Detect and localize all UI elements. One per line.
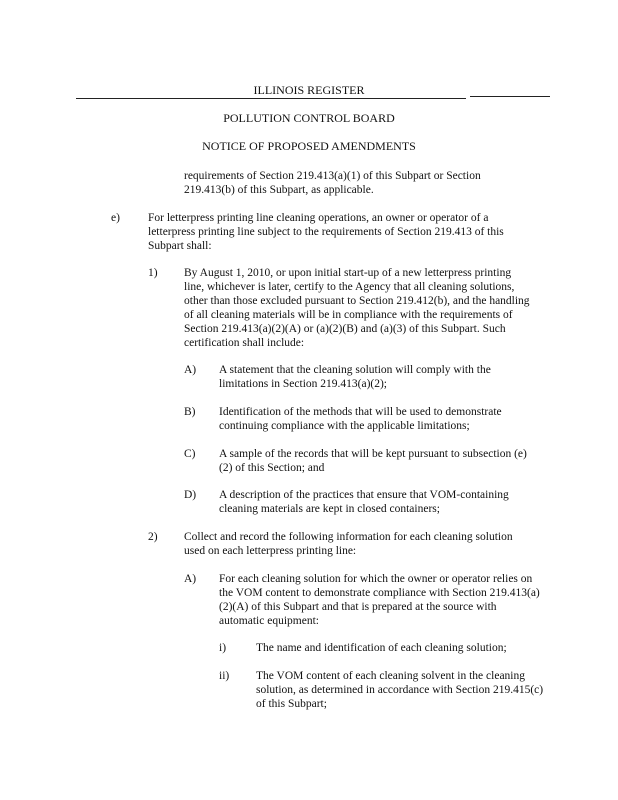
item-2-A-i-label: i) [219, 642, 227, 654]
header-rule-right [470, 96, 550, 97]
subsection-e-text: For letterpress printing line cleaning operations, an owner or operator of a letterpress printing line subject to the requirements of Section 219.413 of this Subpart shall: [148, 212, 504, 252]
item-1-A-label: A) [184, 364, 197, 376]
item-2-A-i-text: The name and identification of each cleaning solution; [256, 642, 507, 654]
register-title: ILLINOIS REGISTER [253, 83, 365, 97]
item-2-text: Collect and record the following information for each cleaning solution used on each letterpress printing line: [184, 531, 513, 557]
item-2-label: 2) [148, 531, 158, 543]
subsection-e-label: e) [111, 212, 120, 224]
item-1-B-label: B) [184, 406, 196, 418]
item-1-B-text: Identification of the methods that will be used to demonstrate continuing compliance with the applicable limitations; [219, 406, 502, 432]
item-2-A-ii-text: The VOM content of each cleaning solvent in the cleaning solution, as determined in accordance with Section 219.415(c) of this Subpart; [256, 670, 544, 710]
item-1-label: 1) [148, 267, 158, 279]
item-2-A-label: A) [184, 573, 197, 585]
item-1-C-label: C) [184, 448, 196, 460]
item-2-A-text: For each cleaning solution for which the owner or operator relies on the VOM content to demonstrate compliance with Section 219.413(a)(2)(A) of this Subpart and that is prepared at the source with automatic equipment: [219, 573, 540, 627]
item-1-D-label: D) [184, 489, 197, 501]
header-rule-left [76, 98, 466, 99]
board-title: POLLUTION CONTROL BOARD [223, 111, 395, 125]
notice-title: NOTICE OF PROPOSED AMENDMENTS [202, 139, 416, 153]
item-1-text: By August 1, 2010, or upon initial start-up of a new letterpress printing line, whichever is later, certify to the Agency that all cleaning solutions, other than those excluded pursuant to Section 219.412(b), and the handling of all cleaning materials will be in compliance with the requirements of Section 219.413(a)(2)(A) or (a)(2)(B) and (a)(3) of this Subpart. Such certification shall include: [184, 267, 530, 349]
item-2-A-ii-label: ii) [219, 670, 230, 682]
item-1-A-text: A statement that the cleaning solution will comply with the limitations in Section 219.413(a)(2); [219, 364, 491, 390]
continuation-paragraph: requirements of Section 219.413(a)(1) of this Subpart or Section 219.413(b) of this Subpart, as applicable. [184, 170, 481, 196]
item-1-D-text: A description of the practices that ensure that VOM-containing cleaning materials are kept in closed containers; [219, 489, 509, 515]
item-1-C-text: A sample of the records that will be kept pursuant to subsection (e)(2) of this Section; and [219, 448, 527, 474]
